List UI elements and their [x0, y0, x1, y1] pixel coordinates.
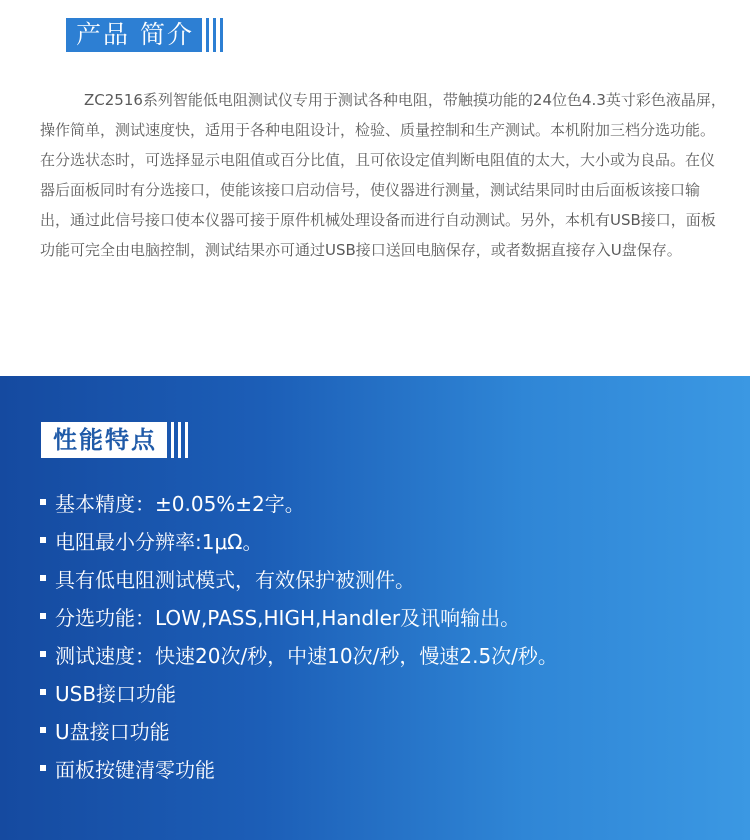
feature-text: 基本精度：±0.05%±2字。	[55, 491, 305, 516]
bullet-icon	[40, 651, 46, 657]
intro-paragraph: ZC2516系列智能低电阻测试仪专用于测试各种电阻，带触摸功能的24位色4.3英寸彩色液晶屏，操作简单，测试速度快，适用于各种电阻设计，检验、质量控制和生产测试。本机附加三档分选功能。在分选状态时，可选择显示电阻值或百分比值，且可依设定值判断电阻值的太大，大小或为良品。在仪器后面板同时有分选接口，使能该接口启动信号，使仪器进行测量，测试结果同时由后面板该接口输出，通过此信号接口使本仪器可接于原件机械处理设备而进行自动测试。另外，本机有USB接口，面板功能可完全由电脑控制，测试结果亦可通过USB接口送回电脑保存，或者数据直接存入U盘保存。	[40, 91, 726, 259]
bullet-icon	[40, 499, 46, 505]
feature-item	[40, 711, 558, 749]
feature-item	[40, 483, 558, 521]
feature-item	[40, 749, 558, 787]
bullet-icon	[40, 575, 46, 581]
heading-stripes-decoration	[206, 18, 227, 52]
feature-item	[40, 635, 558, 673]
bullet-icon	[40, 537, 46, 543]
features-section	[0, 376, 750, 840]
feature-text: 面板按键清零功能	[55, 757, 215, 782]
bullet-icon	[40, 689, 46, 695]
feature-text: U盘接口功能	[55, 719, 170, 744]
feature-item	[40, 559, 558, 597]
bullet-icon	[40, 727, 46, 733]
feature-text: 电阻最小分辨率:1μΩ。	[55, 529, 263, 554]
feature-text: 具有低电阻测试模式，有效保护被测件。	[55, 567, 415, 592]
feature-item	[40, 597, 558, 635]
features-list	[40, 483, 558, 787]
heading-stripes-decoration	[171, 423, 192, 457]
feature-item	[40, 673, 558, 711]
features-heading-tag	[41, 422, 192, 458]
feature-text: 分选功能：LOW,PASS,HIGH,Handler及讯响输出。	[55, 605, 521, 630]
feature-text: USB接口功能	[55, 681, 177, 706]
bullet-icon	[40, 613, 46, 619]
bullet-icon	[40, 765, 46, 771]
feature-item	[40, 521, 558, 559]
features-heading: 性能特点	[41, 422, 167, 458]
intro-section	[0, 0, 750, 376]
intro-heading-tag	[66, 18, 227, 52]
intro-heading: 产品 简介	[66, 18, 202, 52]
feature-text: 测试速度：快速20次/秒，中速10次/秒，慢速2.5次/秒。	[55, 643, 558, 668]
